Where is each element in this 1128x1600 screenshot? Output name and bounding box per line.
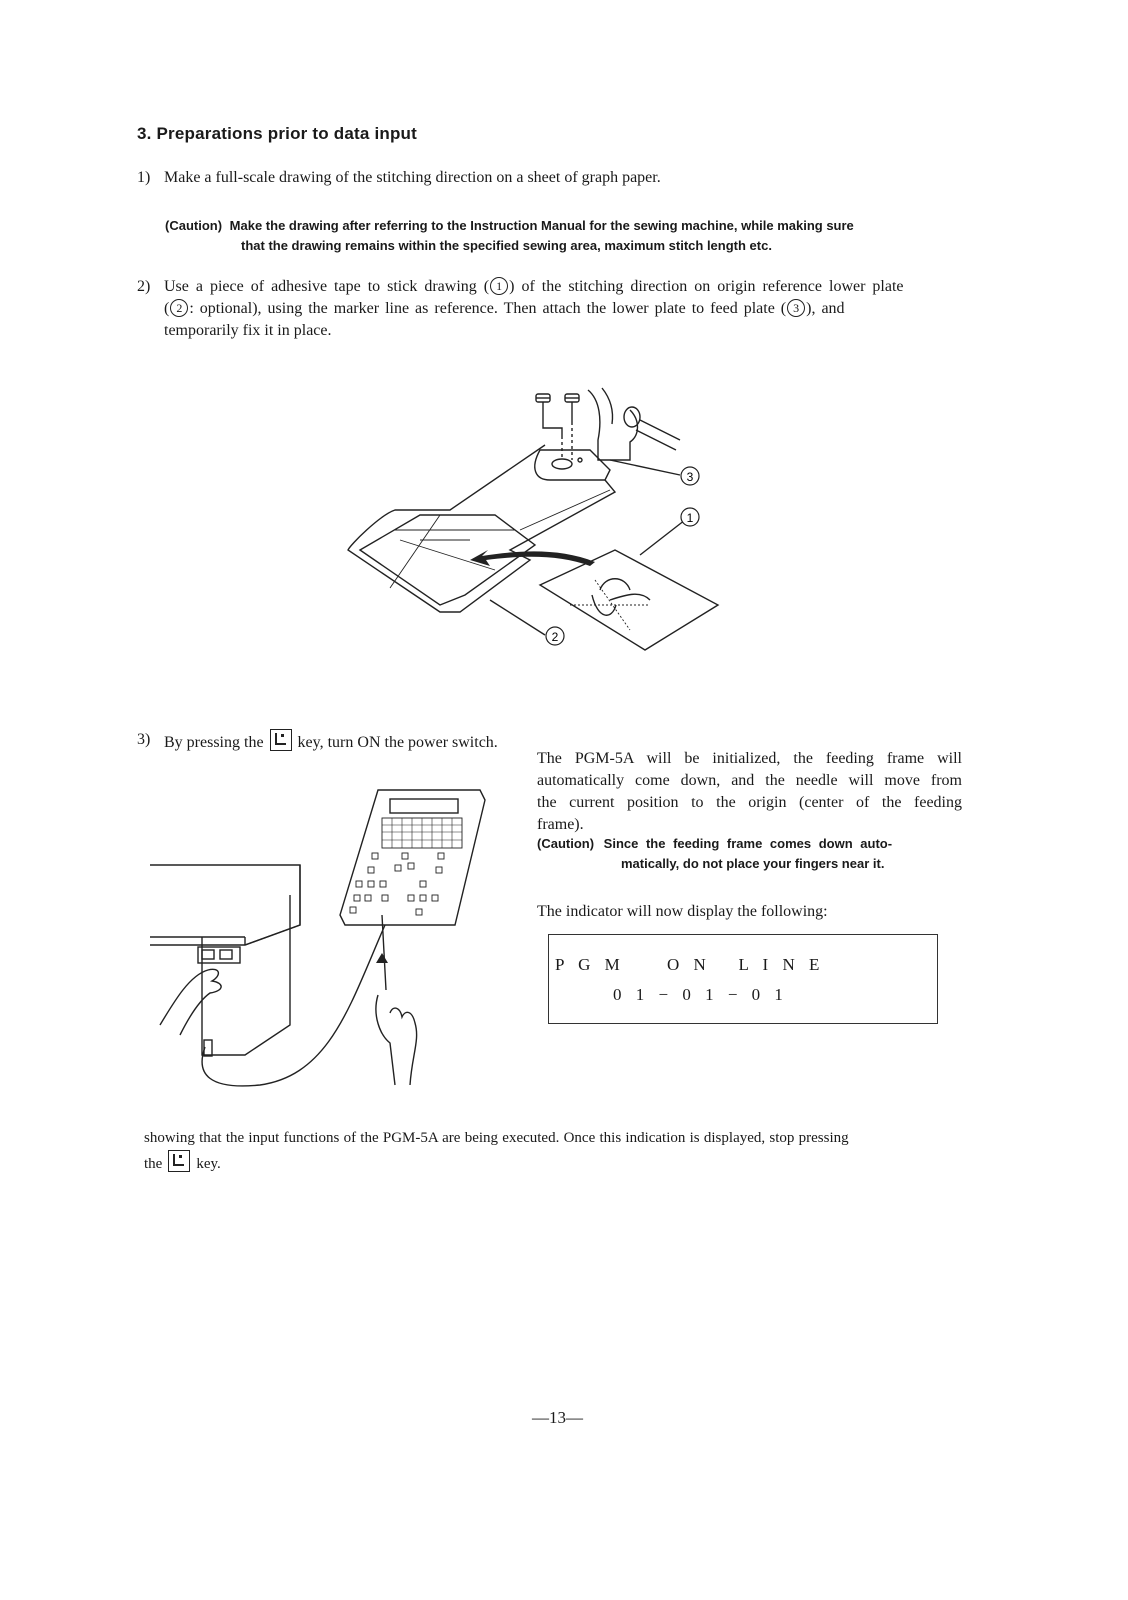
step-1-text: Make a full-scale drawing of the stitching direction on a sheet of graph paper. bbox=[164, 169, 661, 186]
caution-1-line2: that the drawing remains within the specified sewing area, maximum stitch length etc. bbox=[241, 238, 772, 253]
desc-line: automatically come down, and the needle will move from bbox=[537, 772, 962, 789]
figure-programmer-unit bbox=[150, 785, 490, 1095]
closing-paragraph bbox=[144, 1126, 974, 1176]
closing-line2-after: key. bbox=[196, 1156, 221, 1172]
step-2-text-c: ( bbox=[164, 300, 170, 317]
caution-1-label: (Caution) bbox=[165, 218, 223, 233]
hand-illustration bbox=[376, 915, 417, 1085]
closing-line2-before: the bbox=[144, 1156, 163, 1172]
hand-illustration bbox=[160, 969, 221, 1035]
lcd-line1-left: P G M bbox=[555, 955, 625, 974]
page-number: —13— bbox=[532, 1408, 583, 1427]
callout-3: 3 bbox=[686, 470, 694, 484]
step-2-text-b: ) of the stitching direction on origin reference lower plate bbox=[509, 278, 904, 295]
screw-icon bbox=[565, 394, 579, 422]
step-2-text-a: Use a piece of adhesive tape to stick drawing ( bbox=[164, 278, 490, 295]
caution-2-line1: Since the feeding frame comes down auto- bbox=[603, 836, 893, 851]
origin-key-icon bbox=[168, 1150, 190, 1172]
caution-block-1 bbox=[165, 216, 985, 256]
indicator-intro: The indicator will now display the following: bbox=[537, 903, 828, 920]
step-2-number: 2) bbox=[137, 278, 151, 295]
caution-block-2 bbox=[537, 834, 962, 874]
figure-lower-plate-assembly bbox=[340, 380, 740, 670]
step-2-text-f: temporarily fix it in place. bbox=[164, 322, 332, 339]
lcd-line2: 0 1 − 0 1 − 0 1 bbox=[613, 985, 788, 1004]
step-1-number: 1) bbox=[137, 169, 151, 186]
desc-line: The PGM-5A will be initialized, the feeding frame will bbox=[537, 750, 962, 767]
step-2-text-e: ), and bbox=[806, 300, 845, 317]
desc-line: frame). bbox=[537, 816, 584, 833]
circled-number-1: 1 bbox=[490, 277, 508, 295]
desc-line: the current position to the origin (center of the feeding bbox=[537, 794, 962, 811]
caution-2-label: (Caution) bbox=[537, 836, 595, 851]
closing-line1: showing that the input functions of the PGM-5A are being executed. Once this indication is displayed, stop pressing bbox=[144, 1130, 849, 1146]
lcd-display bbox=[548, 934, 938, 1024]
circled-number-3: 3 bbox=[787, 299, 805, 317]
caution-2-line2: matically, do not place your fingers near it. bbox=[621, 856, 885, 871]
callout-2: 2 bbox=[551, 630, 559, 644]
circled-number-2: 2 bbox=[170, 299, 188, 317]
section-heading: 3. Preparations prior to data input bbox=[137, 124, 417, 143]
step-3-text-after: key, turn ON the power switch. bbox=[297, 734, 498, 751]
lcd-line1-right: O N L I N E bbox=[667, 955, 825, 974]
step-3-description bbox=[537, 748, 962, 836]
step-2 bbox=[137, 276, 967, 346]
origin-key-icon bbox=[270, 729, 292, 751]
caution-1-line1: Make the drawing after referring to the Instruction Manual for the sewing machine, while making sure bbox=[229, 218, 854, 233]
callout-1: 1 bbox=[686, 511, 694, 525]
step-3-number: 3) bbox=[137, 731, 151, 748]
step-2-text-d: : optional), using the marker line as reference. Then attach the lower plate to feed plate ( bbox=[189, 300, 787, 317]
step-3-text-before: By pressing the bbox=[164, 734, 264, 751]
screw-icon bbox=[536, 394, 550, 422]
